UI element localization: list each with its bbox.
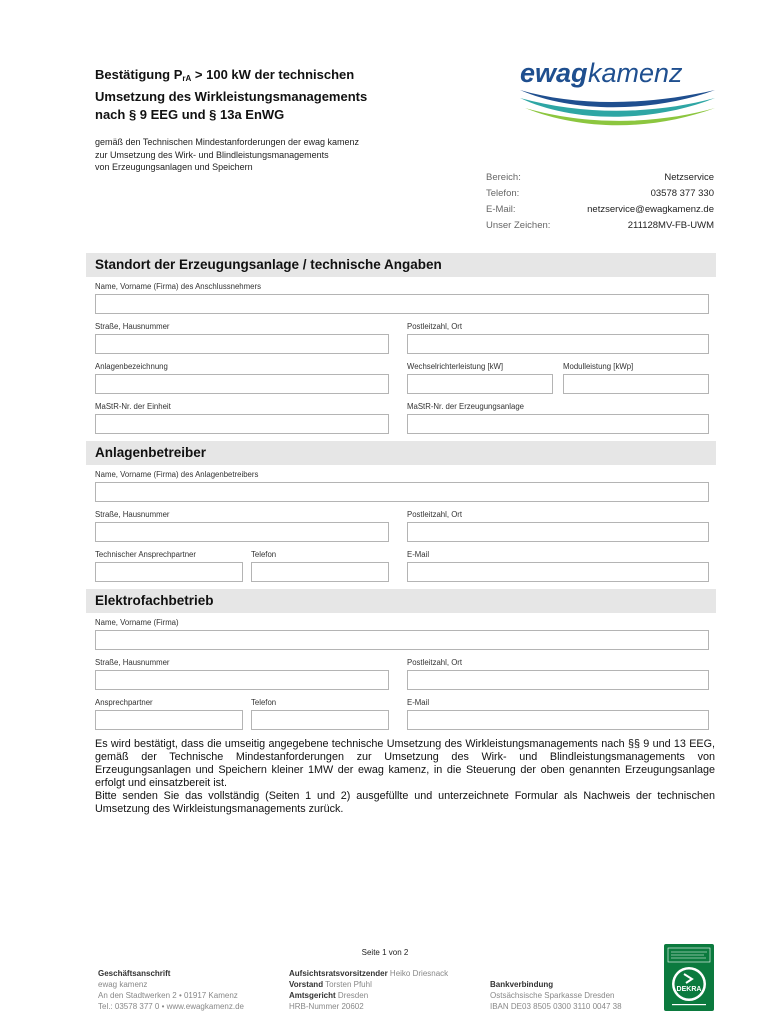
section-title: Elektrofachbetrieb — [95, 593, 214, 608]
mastr-plant-field[interactable] — [407, 414, 709, 434]
contact-row-reference — [486, 218, 714, 234]
footer-bank: Bankverbindung Ostsächsische Sparkasse Dresden IBAN DE03 8505 0300 3110 0047 38 — [490, 980, 622, 1011]
footer-address: Geschäftsanschrift ewag kamenz An den Stadtwerken 2 • 01917 Kamenz Tel.: 03578 377 0 • www.ewagkamenz.de — [98, 969, 244, 1011]
electrician-contact-field[interactable] — [95, 710, 243, 730]
zip-city-label: Postleitzahl, Ort — [407, 322, 463, 331]
electrician-email-label: E-Mail — [407, 698, 430, 707]
electrician-zip-city-label: Postleitzahl, Ort — [407, 658, 463, 667]
contact-value: 211128MV-FB-UWM — [627, 220, 714, 231]
operator-street-label: Straße, Hausnummer — [95, 510, 170, 519]
contact-row-email — [486, 202, 714, 218]
technical-contact-label: Technischer Ansprechpartner — [95, 550, 196, 559]
operator-email-label: E-Mail — [407, 550, 430, 559]
contact-label: Unser Zeichen: — [486, 220, 551, 231]
document-title: Bestätigung $P_{rA} > 100$ kW der technischen Umsetzung des Wirkleistungsmanagements nach § 9 EEG und § 13a EnWG — [95, 67, 368, 122]
logo-text-bold: ewag — [520, 58, 588, 88]
operator-name-label: Name, Vorname (Firma) des Anlagenbetreibers — [95, 470, 259, 479]
plant-designation-label: Anlagenbezeichnung — [95, 362, 168, 371]
zip-city-field[interactable] — [407, 334, 709, 354]
electrician-email-field[interactable] — [407, 710, 709, 730]
electrician-contact-label: Ansprechpartner — [95, 698, 153, 707]
footer-management: Aufsichtsratsvorsitzender Heiko Driesnack Vorstand Torsten Pfuhl Amtsgericht Dresden HRB-Nummer 20602 — [289, 969, 449, 1011]
dekra-certification-seal — [664, 944, 714, 1011]
electrician-phone-label: Telefon — [251, 698, 277, 707]
section-header-location — [86, 253, 716, 277]
contact-row-phone — [486, 186, 714, 202]
section-title: Anlagenbetreiber — [95, 445, 207, 460]
plant-designation-field[interactable] — [95, 374, 389, 394]
contact-value: 03578 377 330 — [650, 188, 714, 199]
dekra-label: DEKRA — [676, 986, 702, 993]
contact-label: Bereich: — [486, 172, 521, 183]
street-field[interactable] — [95, 334, 389, 354]
street-label: Straße, Hausnummer — [95, 322, 170, 331]
operator-name-field[interactable] — [95, 482, 709, 502]
confirmation-text — [95, 738, 715, 816]
applicant-name-field[interactable] — [95, 294, 709, 314]
electrician-name-field[interactable] — [95, 630, 709, 650]
operator-zip-city-field[interactable] — [407, 522, 709, 542]
section-header-electrician — [86, 589, 716, 613]
contact-label: E-Mail: — [486, 204, 516, 215]
contact-block — [486, 170, 714, 234]
contact-value: Netzservice — [664, 172, 714, 183]
operator-email-field[interactable] — [407, 562, 709, 582]
section-header-operator — [86, 441, 716, 465]
electrician-name-label: Name, Vorname (Firma) — [95, 618, 179, 627]
page-number: Seite 1 von 2 — [361, 948, 409, 957]
technical-contact-field[interactable] — [95, 562, 243, 582]
mastr-unit-label: MaStR-Nr. der Einheit — [95, 402, 171, 411]
footer-address-heading: Geschäftsanschrift — [98, 969, 171, 978]
inverter-power-label: Wechselrichterleistung [kW] — [407, 362, 504, 371]
document-subtitle: gemäß den Technischen Mindestanforderungen der ewag kamenz zur Umsetzung des Wirk- und Blindleistungsmanagements von Erzeugungsanlagen und Speichern — [95, 137, 359, 172]
section-title: Standort der Erzeugungsanlage / technische Angaben — [95, 257, 442, 272]
electrician-phone-field[interactable] — [251, 710, 389, 730]
electrician-zip-city-field[interactable] — [407, 670, 709, 690]
contact-row-area — [486, 170, 714, 186]
operator-phone-field[interactable] — [251, 562, 389, 582]
operator-zip-city-label: Postleitzahl, Ort — [407, 510, 463, 519]
confirmation-paragraph: Es wird bestätigt, dass die umseitig angegebene technische Umsetzung des Wirkleistungsmanagements nach §§ 9 und 13 EEG, gemäß der Technische Mindestanforderungen zur Umsetzung des Wirk- und Blindleistungsmanagements von Erzeugungsanlagen und Speichern kleiner 1MW der ewag kamenz, in die Steuerung der oben genannten Erzeugungsanlage erfolgt und einsatzbereit ist. — [95, 738, 715, 789]
contact-label: Telefon: — [486, 188, 520, 199]
operator-phone-label: Telefon — [251, 550, 277, 559]
electrician-street-label: Straße, Hausnummer — [95, 658, 170, 667]
module-power-field[interactable] — [563, 374, 709, 394]
mastr-plant-label: MaStR-Nr. der Erzeugungsanlage — [407, 402, 525, 411]
contact-value: netzservice@ewagkamenz.de — [587, 204, 714, 215]
mastr-unit-field[interactable] — [95, 414, 389, 434]
inverter-power-field[interactable] — [407, 374, 553, 394]
instruction-paragraph: Bitte senden Sie das vollständig (Seiten 1 und 2) ausgefüllte und unterzeichnete Formular als Nachweis der technischen Umsetzung des Wirkleistungsmanagements zurück. — [95, 790, 715, 815]
electrician-street-field[interactable] — [95, 670, 389, 690]
applicant-name-label: Name, Vorname (Firma) des Anschlussnehmers — [95, 282, 261, 291]
module-power-label: Modulleistung [kWp] — [563, 362, 634, 371]
footer-bank-heading: Bankverbindung — [490, 980, 554, 989]
logo-text-light: kamenz — [588, 58, 683, 88]
operator-street-field[interactable] — [95, 522, 389, 542]
ewag-kamenz-logo — [515, 58, 720, 130]
